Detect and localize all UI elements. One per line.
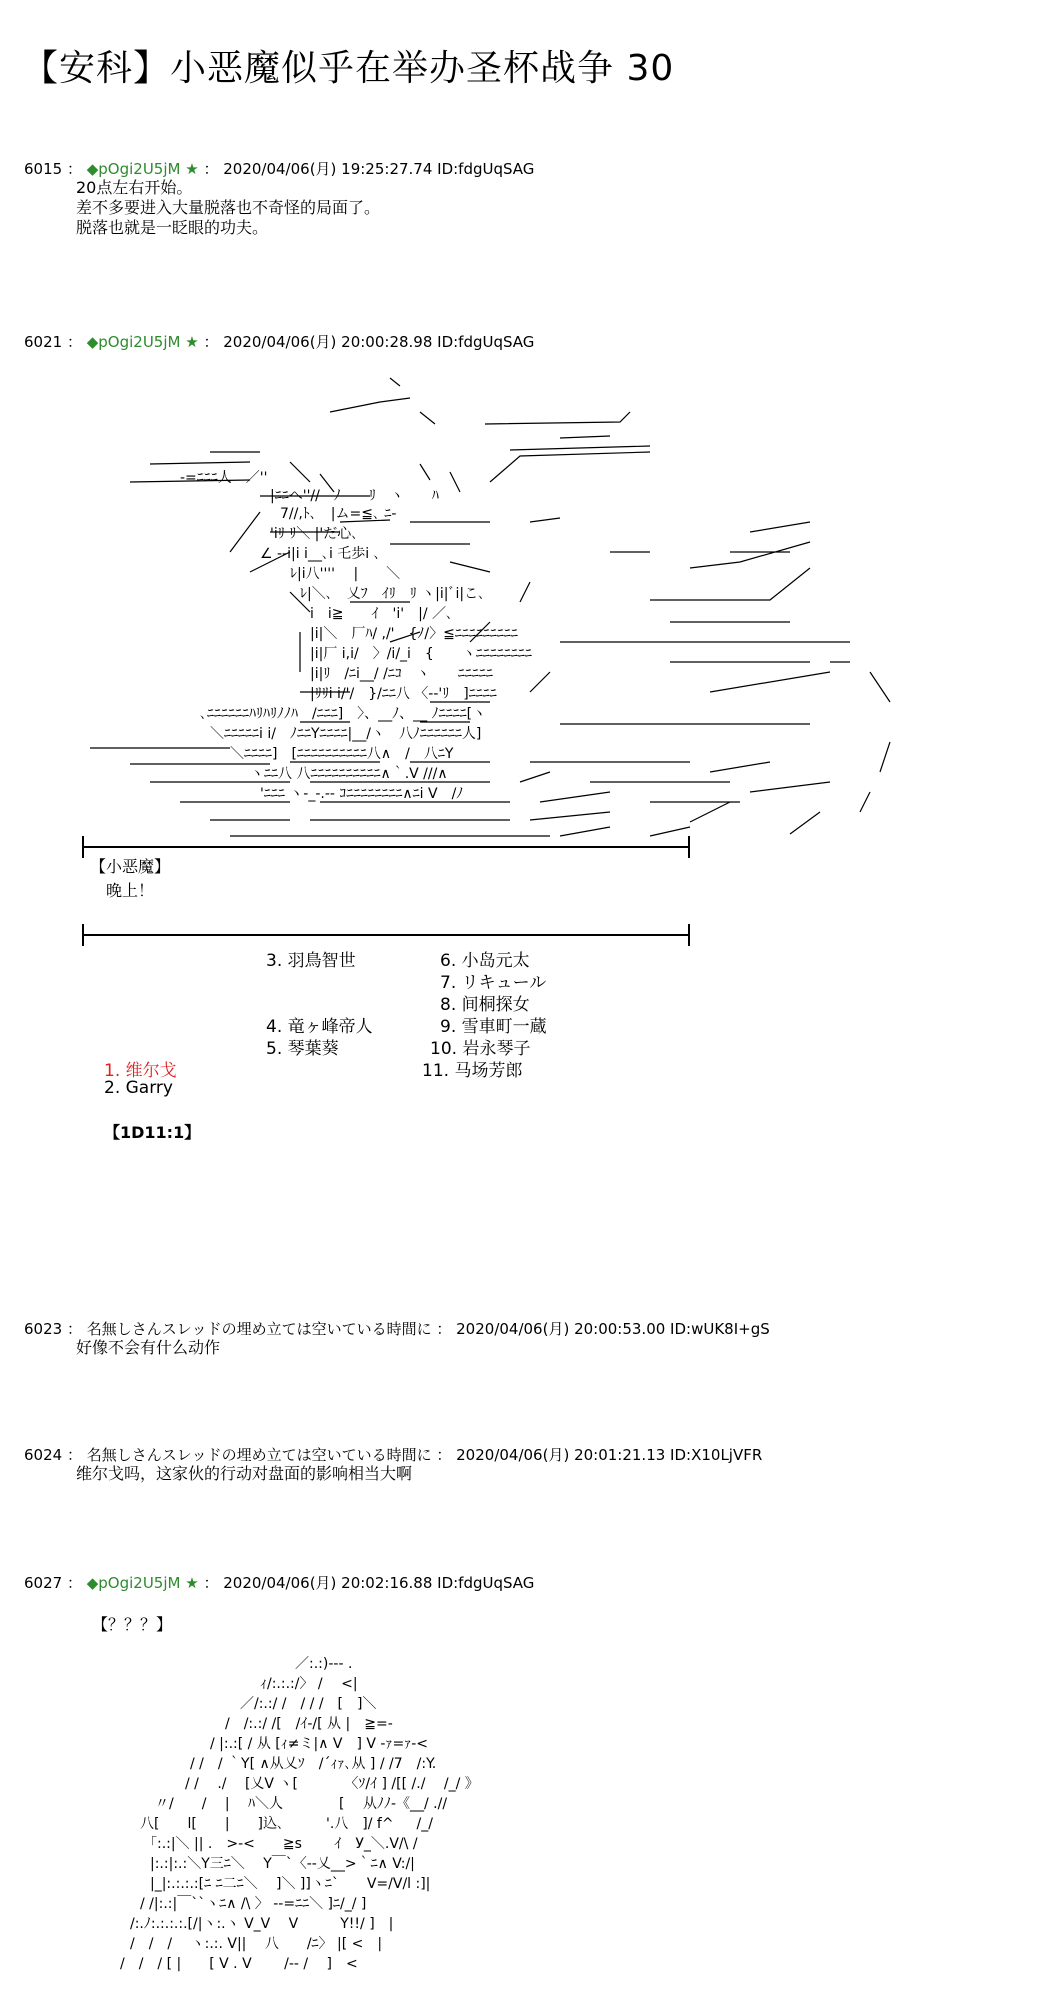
svg-text:|i|ﾘ /ﾆi__/ /ﾆｺ ヽ ﾆﾆﾆﾆﾆ: |i|ﾘ /ﾆi__/ /ﾆｺ ヽ ﾆﾆﾆﾆﾆ: [310, 666, 493, 682]
separator-top: [76, 836, 696, 858]
post-number: 6021: [24, 333, 63, 351]
svg-text:／:.:)‐‐‐ .: ／:.:)‐‐‐ .: [295, 1656, 353, 1672]
svg-text:/:.ﾉ:.:.:.:.[/|ヽ:.ヽ V_V V Y: /:.ﾉ:.:.:.:.[/|ヽ:.ヽ V_V V Y!!/ ] |: [130, 1916, 394, 1932]
post-line: 脱落也就是一眨眼的功夫。: [76, 218, 269, 237]
list-item-highlighted: 1. 维尔戈: [104, 1061, 177, 1081]
svg-text:7//,ﾄ､ |ム=≦､ ﾆ‐: 7//,ﾄ､ |ム=≦､ ﾆ‐: [280, 506, 397, 522]
poster-name: 名無しさんスレッドの埋め立ては空いている時間に: [86, 1446, 432, 1464]
dice-result: 【1D11:1】: [104, 1123, 201, 1142]
list-item: 8. 间桐探女: [440, 995, 530, 1015]
svg-text:/ /|:.:|￣``ヽﾆ∧ /\ 〉 ‐‐=ﾆﾆ＼ ]ﾆ/: / /|:.:|￣``ヽﾆ∧ /\ 〉 ‐‐=ﾆﾆ＼ ]ﾆ/_/ ]: [140, 1896, 367, 1912]
svg-text:|_|:.:.:.:[ﾆ ﾆ二ﾆ＼ ]＼ ]]ヽﾆ` V: |_|:.:.:.:[ﾆ ﾆ二ﾆ＼ ]＼ ]]ヽﾆ` V=/V/l :]|: [150, 1876, 431, 1892]
post-header: 6021 ： ◆pOgi2U5jM ★ ： 2020/04/06(月) 20:00:28.98 ID:fdgUqSAG: [24, 333, 535, 351]
svg-text:/ /:.:/ /[ /ｲ-/[ 从 | ≧=-: / /:.:/ /[ /ｲ-/[ 从 | ≧=-: [225, 1716, 393, 1732]
svg-text:/ / / [ | [ V . V /‐‐ / ]: / / / [ | [ V . V /‐‐ / ] <: [120, 1956, 358, 1972]
post-body: [76, 178, 380, 238]
post-header: 6024 ： 名無しさんスレッドの埋め立ては空いている時間に ： 2020/04/06(月) 20:01:21.13 ID:X10LjVFR: [24, 1446, 763, 1464]
list-item: 5. 琴葉葵: [266, 1039, 339, 1059]
svg-text:ｨ/:.:.:/〉 / <|: ｨ/:.:.:/〉 / <|: [260, 1676, 358, 1692]
post-line: 好像不会有什么动作: [76, 1338, 221, 1357]
post-number: 6015: [24, 160, 63, 178]
post-datetime: 2020/04/06(月) 19:25:27.74 ID:fdgUqSAG: [223, 160, 535, 178]
svg-text:/ / ./ [乂V ヽ[ 〈ｿ/ｲ ] /[[: / / ./ [乂V ヽ[ 〈ｿ/ｲ ] /[[ /./ /_/ 》: [185, 1776, 479, 1792]
list-item: 7. リキュール: [440, 973, 547, 993]
svg-text:ﾚ|i八'''' | ＼: ﾚ|i八'''' | ＼: [290, 566, 401, 582]
list-item: 9. 雪車町一蔵: [440, 1017, 547, 1037]
post-line: 差不多要进入大量脱落也不奇怪的局面了。: [76, 198, 381, 217]
svg-text:｢:.:|＼ || . >-< ≧s ｲ У_＼.V/: ｢:.:|＼ || . >-< ≧s ｲ У_＼.V/\ /: [150, 1836, 418, 1852]
list-item: 3. 羽鳥智世: [266, 951, 356, 971]
svg-text:／/:.:/ / / / / [ ]＼: ／/:.:/ / / / / [ ]＼: [240, 1696, 377, 1712]
svg-text:|i|＼ 厂ﾊ/ ,/' {ﾉ/〉≦ﾆﾆﾆﾆﾆﾆﾆﾆﾆ: |i|＼ 厂ﾊ/ ,/' {ﾉ/〉≦ﾆﾆﾆﾆﾆﾆﾆﾆﾆ: [310, 626, 518, 642]
svg-text:∠ ‐-i|i i__､i 乇歩i ､: ∠ ‐-i|i i__､i 乇歩i ､: [260, 546, 381, 562]
svg-text:八[ l[ | ]込､ '.八 ]/ f^ /: 八[ l[ | ]込､ '.八 ]/ f^ /_/: [140, 1816, 433, 1832]
post-number: 6024: [24, 1446, 63, 1464]
post-datetime: 2020/04/06(月) 20:02:16.88 ID:fdgUqSAG: [223, 1574, 535, 1592]
post-body: [76, 1464, 412, 1484]
post-header: 6023 ： 名無しさんスレッドの埋め立ては空いている時間に ： 2020/04/06(月) 20:00:53.00 ID:wUK8I+gS: [24, 1320, 770, 1338]
svg-text:ヽﾆﾆ八 八ﾆﾆﾆﾆﾆﾆﾆﾆﾆﾆ∧｀.V ///∧: ヽﾆﾆ八 八ﾆﾆﾆﾆﾆﾆﾆﾆﾆﾆ∧｀.V ///∧: [250, 766, 448, 782]
poster-trip: ◆pOgi2U5jM ★: [86, 333, 199, 351]
post-datetime: 2020/04/06(月) 20:00:28.98 ID:fdgUqSAG: [223, 333, 535, 351]
svg-text:/ / / ｀Y[ ∧从乂ｿ /´ｨｧ､从 ] / /7 /: / / / ｀Y[ ∧从乂ｿ /´ｨｧ､从 ] / /7 /:Y.: [190, 1756, 437, 1772]
list-item: 6. 小岛元太: [440, 951, 530, 971]
svg-text:i i≧ ｲ 'i' |/ ／､: i i≧ ｲ 'i' |/ ／､: [310, 606, 453, 622]
poster-name: 名無しさんスレッドの埋め立ては空いている時間に: [86, 1320, 432, 1338]
svg-text:ﾚ|＼､ 乂ﾌ ｲﾘ ﾘ ヽ|i|ﾞi|こ､: ﾚ|＼､ 乂ﾌ ｲﾘ ﾘ ヽ|i|ﾞi|こ､: [300, 586, 486, 602]
speaker-label: 【？？？】: [92, 1615, 173, 1634]
svg-text:|ﾘﾘi i/'/ }/ﾆﾆ八 〈‐‐'ﾘ ]ﾆﾆﾆﾆ: |ﾘﾘi i/'/ }/ﾆﾆ八 〈‐‐'ﾘ ]ﾆﾆﾆﾆ: [310, 686, 497, 702]
list-item: 10. 岩永琴子: [430, 1039, 531, 1059]
svg-text:/ / / ヽ:.:. V|| 八 /ﾆ〉 |[ <: / / / ヽ:.:. V|| 八 /ﾆ〉 |[ < |: [130, 1936, 383, 1952]
ascii-art-figure: [100, 1650, 620, 2000]
svg-text:|ﾆﾆへ''// ﾉ ﾘ ヽ ﾊ: |ﾆﾆへ''// ﾉ ﾘ ヽ ﾊ: [270, 488, 439, 504]
svg-text:､ﾆﾆﾆﾆﾆﾆﾊﾘﾊﾘﾉﾉﾊ /ﾆﾆﾆ] 〉、__ﾉ、__: ､ﾆﾆﾆﾆﾆﾆﾊﾘﾊﾘﾉﾉﾊ /ﾆﾆﾆ] 〉、__ﾉ、__ ﾉﾆﾆﾆﾆ[ヽ: [200, 706, 487, 722]
post-body: [76, 1338, 220, 1358]
svg-text:'iﾘ ﾘ＼ |'だ心､: 'iﾘ ﾘ＼ |'だ心､: [270, 526, 359, 542]
svg-text:‐=ﾆﾆﾆ人 ／'': ‐=ﾆﾆﾆ人 ／'': [180, 470, 268, 486]
svg-text:/ |:.:[ / 从 [ｨ≠ミ|∧ V ] V -ｧ=ｧ-: / |:.:[ / 从 [ｨ≠ミ|∧ V ] V -ｧ=ｧ-<: [210, 1736, 428, 1752]
page-title: 【安科】小恶魔似乎在举办圣杯战争 30: [22, 48, 675, 89]
ascii-art-castle: [90, 372, 910, 840]
svg-text:＼ﾆﾆﾆﾆﾆi i/ ﾉﾆﾆYﾆﾆﾆﾆ|__/ヽ 八ﾉﾆﾆﾆ: ＼ﾆﾆﾆﾆﾆi i/ ﾉﾆﾆYﾆﾆﾆﾆ|__/ヽ 八ﾉﾆﾆﾆﾆﾆﾆ人]: [210, 726, 482, 742]
post-line: 20点左右开始。: [76, 178, 193, 197]
list-item: 2. Garry: [104, 1078, 173, 1098]
post-number: 6027: [24, 1574, 63, 1592]
post-number: 6023: [24, 1320, 63, 1338]
speaker-label: 【小恶魔】: [90, 857, 171, 876]
svg-text:〃/ / | ﾊ＼人 [ 从ﾉﾉ-《__/ .: 〃/ / | ﾊ＼人 [ 从ﾉﾉ-《__/ .//: [155, 1796, 448, 1812]
svg-text:|:.:|:.:＼Y三ﾆ＼ Y￣`〈‐‐乂__>｀ﾆ∧ V: |:.:|:.:＼Y三ﾆ＼ Y￣`〈‐‐乂__>｀ﾆ∧ V:/|: [150, 1856, 415, 1872]
svg-text:'ﾆﾆﾆ ヽ-_-.-- ｺﾆﾆﾆﾆﾆﾆﾆﾆ∧ﾆi V /ﾉ: 'ﾆﾆﾆ ヽ-_-.-- ｺﾆﾆﾆﾆﾆﾆﾆﾆ∧ﾆi V /ﾉ: [260, 786, 464, 802]
post-header: 6015 ： ◆pOgi2U5jM ★ ： 2020/04/06(月) 19:25:27.74 ID:fdgUqSAG: [24, 160, 535, 178]
post-header: 6027 ： ◆pOgi2U5jM ★ ： 2020/04/06(月) 20:02:16.88 ID:fdgUqSAG: [24, 1574, 535, 1592]
svg-text:|i|厂 i,i/ 〉/i/_i { ヽﾆﾆﾆﾆﾆﾆﾆﾆ: |i|厂 i,i/ 〉/i/_i { ヽﾆﾆﾆﾆﾆﾆﾆﾆ: [310, 646, 532, 662]
poster-trip: ◆pOgi2U5jM ★: [86, 1574, 199, 1592]
svg-text:＼ﾆﾆﾆﾆ] [ﾆﾆﾆﾆﾆﾆﾆﾆﾆﾆ八∧ / 八ﾆY: ＼ﾆﾆﾆﾆ] [ﾆﾆﾆﾆﾆﾆﾆﾆﾆﾆ八∧ / 八ﾆY: [230, 746, 454, 762]
post-datetime: 2020/04/06(月) 20:01:21.13 ID:X10LjVFR: [456, 1446, 763, 1464]
list-item: 11. 马场芳郎: [422, 1061, 523, 1081]
post-datetime: 2020/04/06(月) 20:00:53.00 ID:wUK8I+gS: [456, 1320, 770, 1338]
poster-trip: ◆pOgi2U5jM ★: [86, 160, 199, 178]
list-item: 4. 竜ヶ峰帝人: [266, 1017, 373, 1037]
separator-bottom: [76, 924, 696, 946]
post-line: 维尔戈吗，这家伙的行动对盘面的影响相当大啊: [76, 1464, 413, 1483]
speaker-line: 晚上！: [106, 881, 155, 900]
